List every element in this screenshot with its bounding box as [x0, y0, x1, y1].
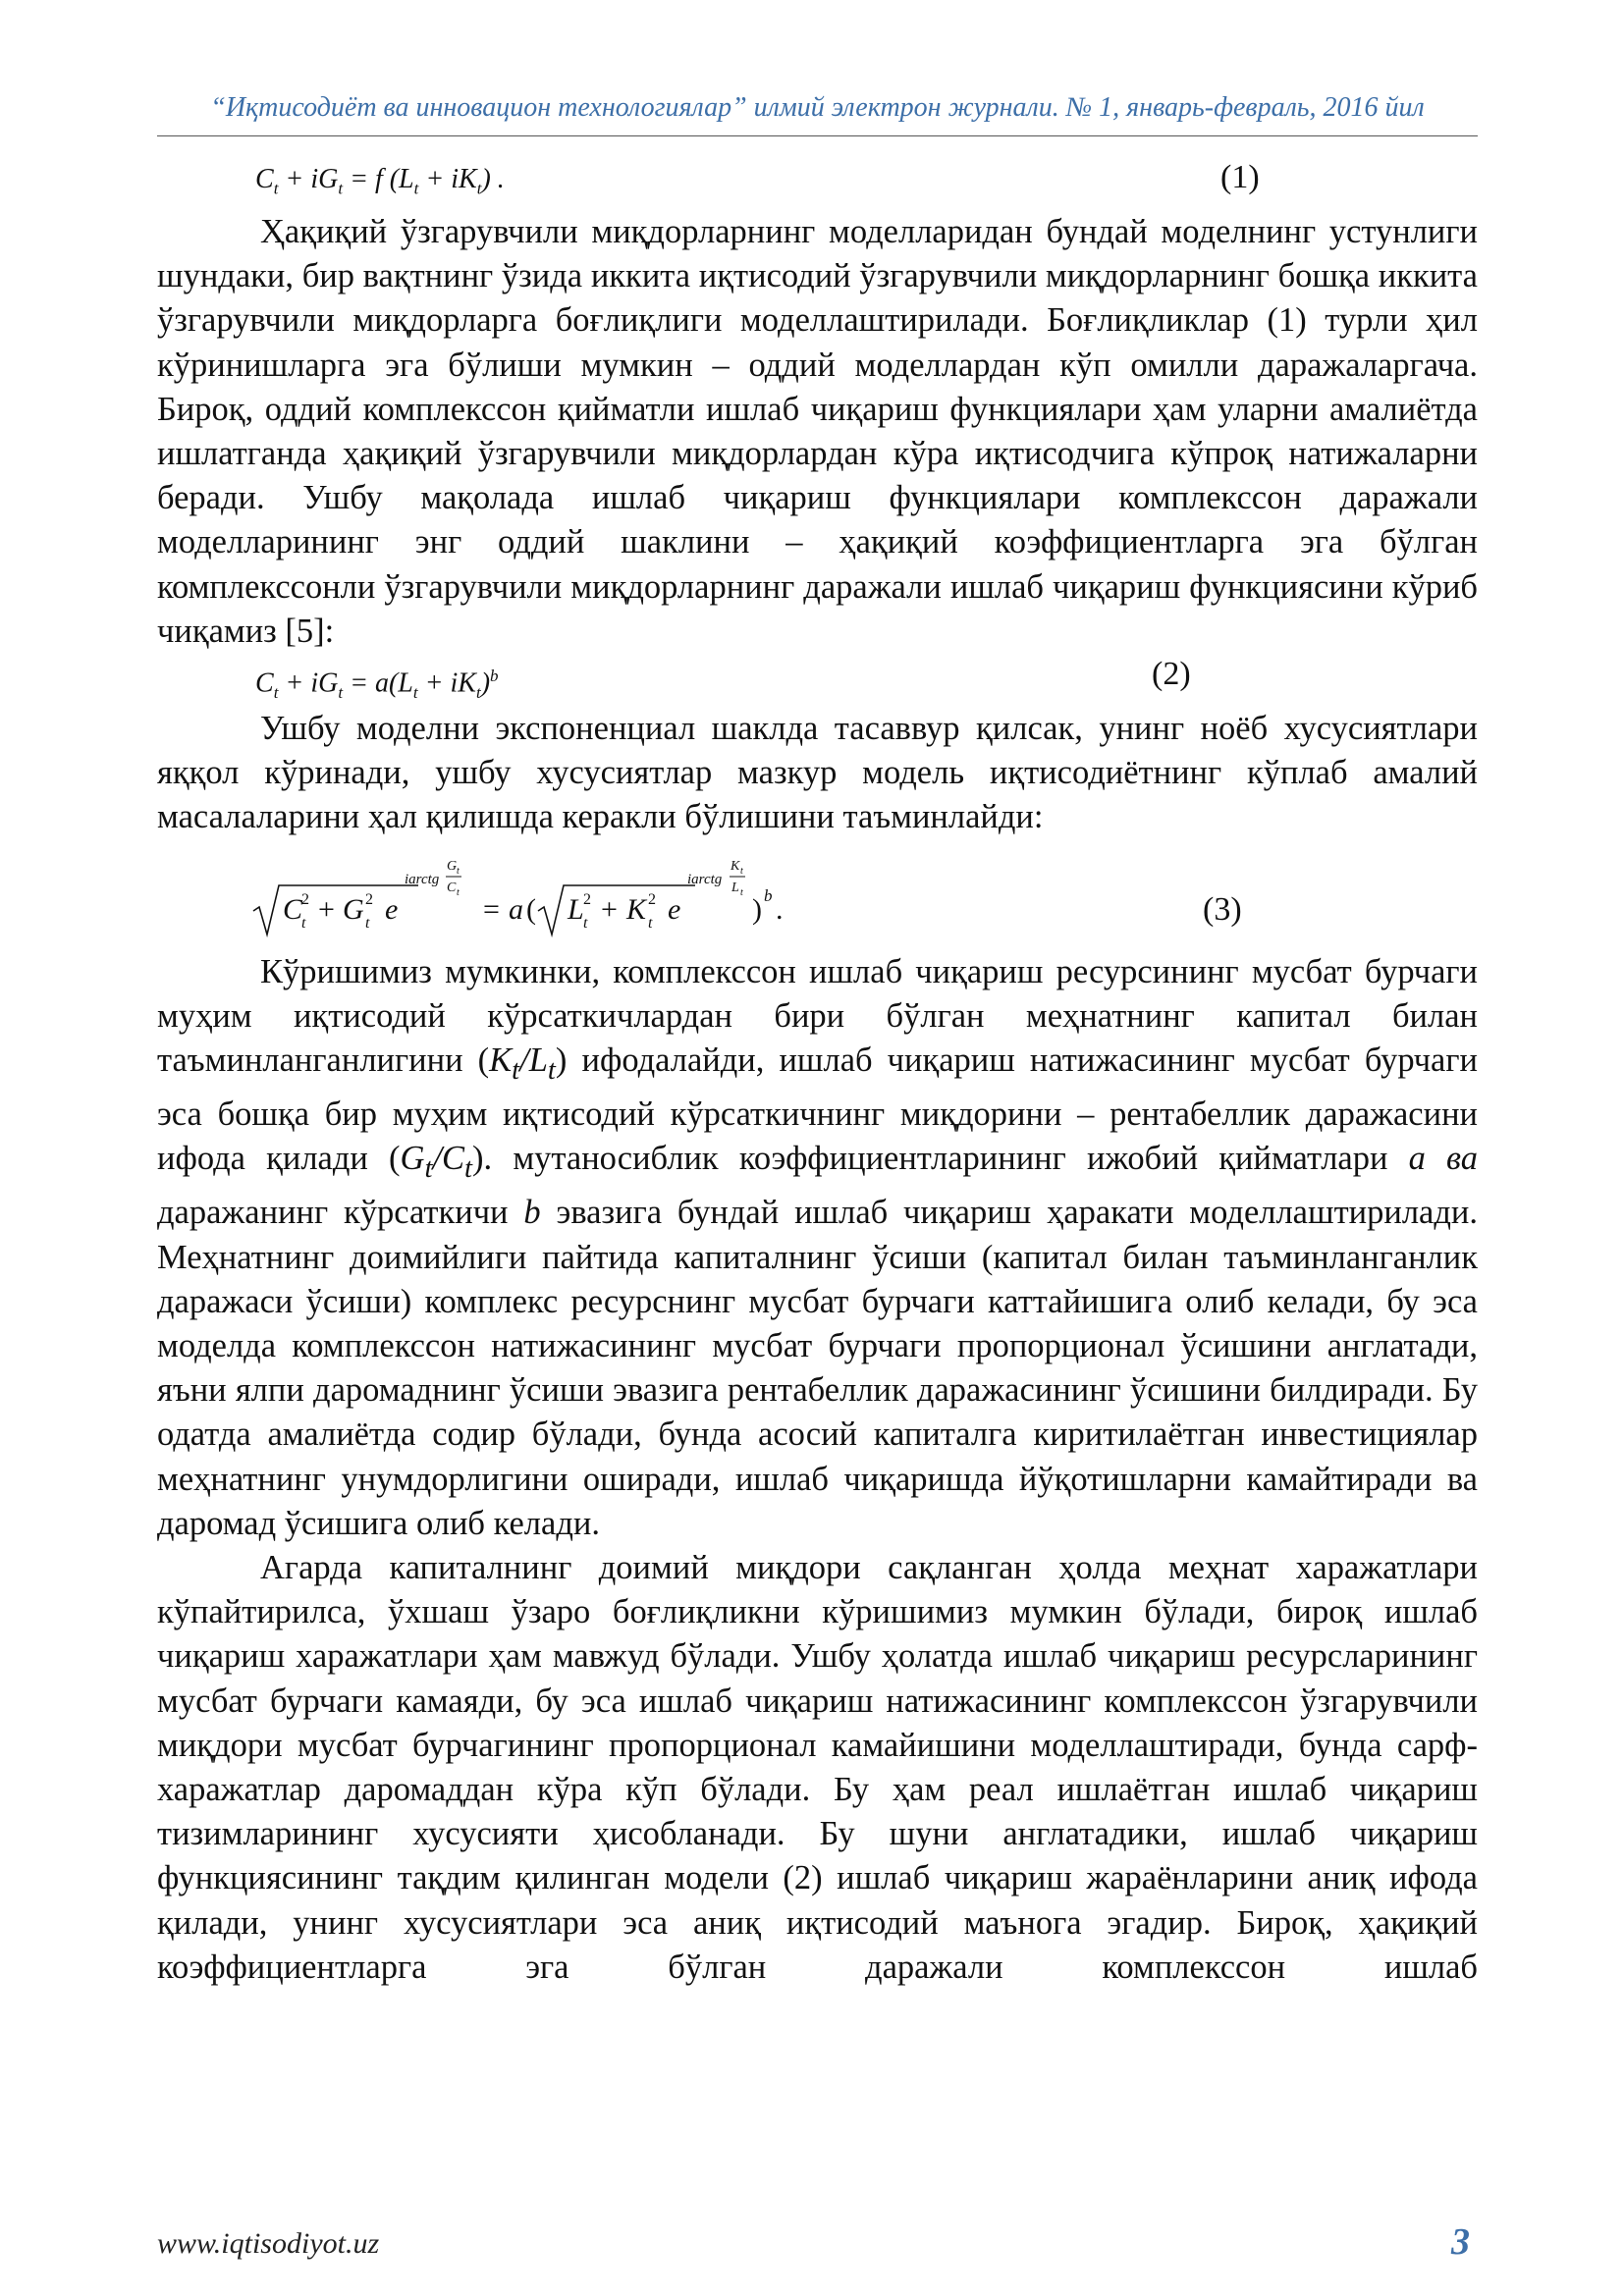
page-number: 3 — [1451, 2221, 1470, 2263]
paragraph-3-part-a: Кўришимиз мумкинки, комплекссон ишлаб чиқариш ресурсининг мусбат бурчаги муҳим иқтисодий кўрсаткичлардан бири бўлган меҳнатнинг капитал билан таъминланганлигини ( — [157, 952, 1478, 1080]
formula-3 — [157, 840, 1478, 950]
svg-text:L: L — [568, 892, 584, 926]
svg-text:t: t — [301, 914, 306, 932]
header-rule — [157, 135, 1478, 136]
journal-header: “Иқтисодиёт ва инновацион технологиялар” илмий электрон журнали. № 1, январь-февраль, 2016 йил — [210, 92, 1425, 123]
paragraph-1: Ҳақиқий ўзгарувчили миқдорларнинг моделларидан бундай моделнинг устунлиги шундаки, бир вақтнинг ўзида иккита иқтисодий ўзгарувчили миқдорларнинг бошқа иккита ўзгарувчили миқдорларга боғлиқлиги моделлаштирилади. Боғлиқликлар (1) турли ҳил кўринишларга эга бўлиши мумкин – оддий моделлардан кўп омилли даражаларгача. Бироқ, оддий комплекссон қийматли ишлаб чиқариш функциялари ҳам уларни амалиётда ишлатганда ҳақиқий ўзгарувчили миқдорлардан кўра иқтисодчига кўпроқ натижаларни беради. Ушбу мақолада ишлаб чиқариш функциялари комплекссон даражали моделларининг энг оддий шаклини – ҳақиқий коэффициентларга эга бўлган комплекссонли ўзгарувчили миқдорларнинг даражали ишлаб чиқариш функциясини кўриб чиқамиз [5]: — [157, 213, 1478, 650]
article-body — [157, 157, 1478, 1990]
svg-text:+: + — [601, 892, 618, 926]
svg-text:=: = — [483, 892, 500, 926]
svg-text:(: ( — [526, 892, 536, 926]
formula-1 — [157, 157, 1478, 210]
svg-text:C: C — [447, 880, 457, 895]
svg-text:t: t — [583, 914, 588, 932]
svg-text:e: e — [668, 892, 681, 926]
svg-text:C: C — [283, 892, 303, 926]
paragraph-3-part-d: даражанинг кўрсаткичи — [157, 1194, 524, 1232]
svg-text:2: 2 — [365, 890, 373, 908]
svg-text:iarctg: iarctg — [687, 871, 723, 887]
svg-text:G: G — [447, 858, 458, 874]
formula-3-expression — [251, 840, 958, 948]
coefficient-a: a ва — [1408, 1140, 1479, 1178]
svg-text:t: t — [365, 914, 370, 932]
svg-text:.: . — [776, 892, 784, 926]
svg-text:2: 2 — [648, 890, 656, 908]
svg-text:t: t — [457, 886, 460, 898]
svg-text:K: K — [731, 858, 740, 874]
formula-3-number: (3) — [1203, 890, 1242, 928]
svg-text:2: 2 — [583, 890, 591, 908]
svg-text:): ) — [752, 892, 762, 926]
svg-text:iarctg: iarctg — [405, 871, 440, 887]
paragraph-3-part-e: эвазига бундай ишлаб чиқариш ҳаракати моделлаштирилади. Меҳнатнинг доимийлиги пайтида капиталнинг ўсиши (капитал билан таъминланганлик даражаси ўсиши) комплекс ресурснинг мусбат бурчаги каттайишига олиб келади, бу эса моделда комплекссон натижасининг мусбат бурчаги пропорционал ўсишини англатади, яъни ялпи даромаднинг ўсиши эвазига рентабеллик даражасининг ўсишини билдиради. Бу одатда амалиётда содир бўлади, бунда асосий капиталга киритилаётган инвестициялар меҳнатнинг унумдорлигини оширади, ишлаб чиқаришда йўқотишларни камайтиради ва даромад ўсишига олиб келади. — [157, 1194, 1478, 1542]
paragraph-3 — [157, 950, 1478, 1546]
paragraph-3-part-c: ). мутаносиблик коэффициентларининг ижобий қийматлари — [472, 1140, 1409, 1178]
svg-text:G: G — [343, 892, 364, 926]
paragraph-3-part-b: ) ифодалайди, ишлаб чиқариш натижасининг мусбат бурчаги эса бошқа бир муҳим иқтисодий кўрсаткичнинг миқдорини – рентабеллик даражасини ифода қилади ( — [157, 1041, 1478, 1178]
svg-text:t: t — [740, 865, 743, 877]
svg-text:2: 2 — [301, 890, 309, 908]
formula-1-expression: $C_t + iG_t = f$ $(L_t + iK_t)$ . — [255, 164, 505, 198]
svg-text:t: t — [740, 886, 743, 898]
svg-text:a: a — [509, 892, 523, 926]
formula-2 — [157, 654, 1478, 707]
ratio-k-l: $K_t/L_t$ — [489, 1041, 556, 1086]
svg-text:t: t — [648, 914, 653, 932]
svg-text:b: b — [764, 885, 773, 905]
svg-text:K: K — [626, 892, 647, 926]
paragraph-4: Агарда капиталнинг доимий миқдори сақланган ҳолда меҳнат харажатлари кўпайтирилса, ўхшаш ўзаро боғлиқликни кўришимиз мумкин бўлади, бироқ ишлаб чиқариш харажатлари ҳам мавжуд бўлади. Ушбу ҳолатда ишлаб чиқариш ресурсларининг мусбат бурчаги камаяди, бу эса ишлаб чиқариш натижасининг комплекссон ўзгарувчили миқдори мусбат бурчагининг пропорционал камайишини моделлаштиради, бунда сарф-харажатлар даромаддан кўра кўп бўлади. Бу ҳам реал ишлаётган ишлаб чиқариш тизимларининг хусусияти ҳисобланади. Бу шуни англатадики, ишлаб чиқариш функциясининг тақдим қилинган модели (2) ишлаб чиқариш жараёнларини аниқ ифода қилади, унинг хусусиятлари эса аниқ иқтисодий маънога эгадир. Бироқ, ҳақиқий коэффициентларга эга бўлган даражали комплекссон ишлаб — [157, 1549, 1478, 1986]
paragraph-2: Ушбу моделни экспоненциал шаклда тасаввур қилсак, унинг ноёб хусусиятлари яққол кўринади, ушбу хусусиятлар мазкур модель иқтисодиётнинг кўплаб амалий масалаларини ҳал қилишда керакли бўлишини таъминлайди: — [157, 710, 1478, 836]
svg-text:t: t — [457, 865, 460, 877]
exponent-b: b — [523, 1194, 541, 1232]
footer-url: www.iqtisodiyot.uz — [157, 2227, 380, 2260]
formula-2-expression: $C_t + iG_t = a(L_t + iK_t)^b$ — [255, 667, 499, 702]
ratio-g-c: $G_t/C_t$ — [400, 1140, 473, 1185]
formula-2-number: (2) — [1152, 656, 1191, 693]
svg-text:L: L — [731, 880, 739, 895]
svg-text:+: + — [318, 892, 335, 926]
svg-text:e: e — [385, 892, 399, 926]
formula-1-number: (1) — [1220, 159, 1260, 195]
